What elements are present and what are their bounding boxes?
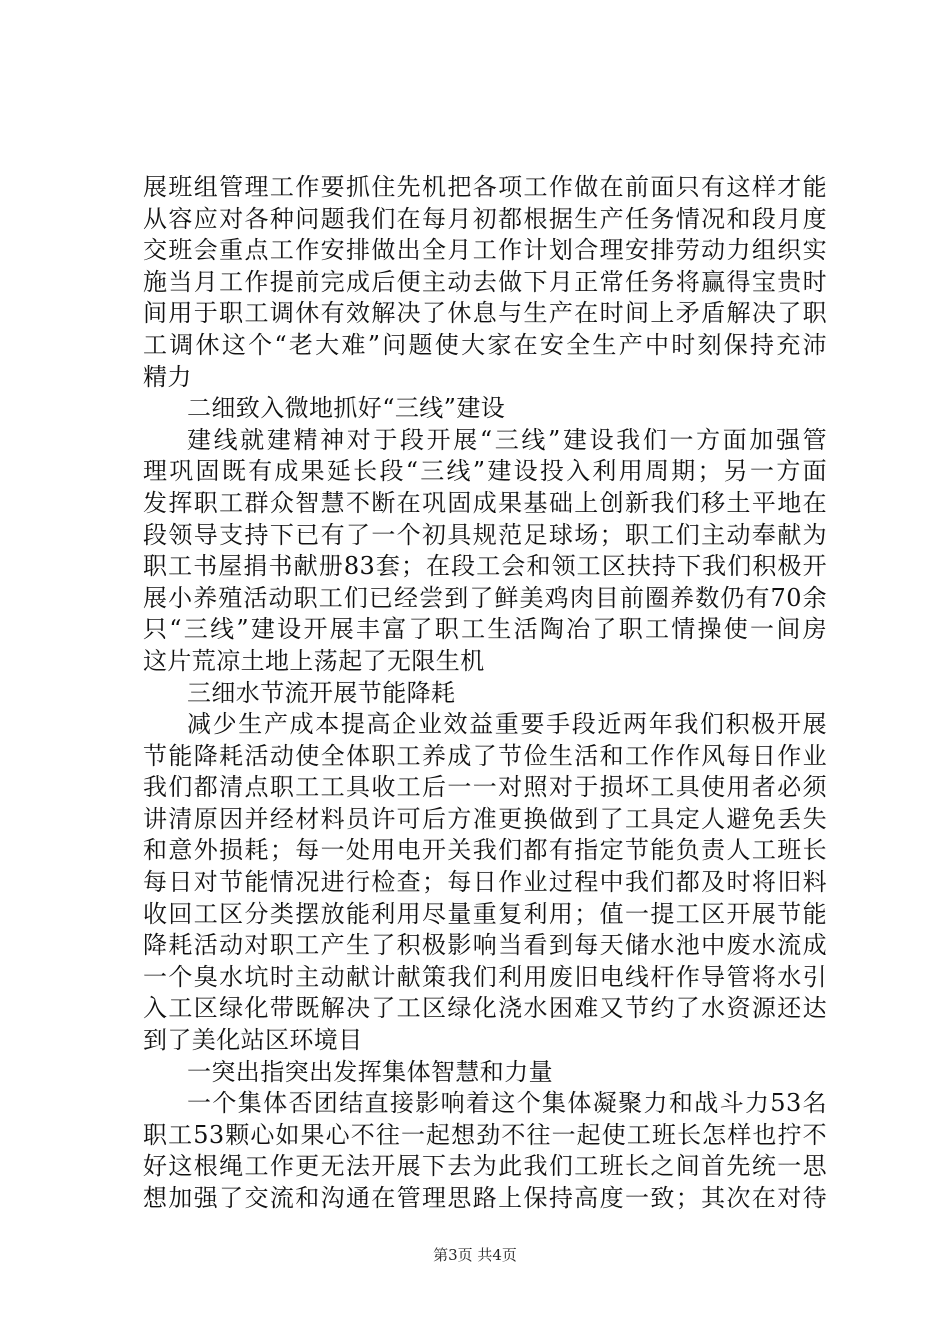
heading-text: 二细致入微地抓好“三线”建设	[187, 394, 506, 423]
paragraph	[143, 425, 827, 678]
text-line: 段领导支持下已有了一个初具规范足球场；职工们主动奉献为	[143, 520, 827, 549]
text-line: 讲清原因并经材料员许可后方准更换做到了工具定人避免丢失	[143, 804, 827, 833]
text-line: 到了美化站区环境目	[143, 1026, 363, 1055]
text-line: 收回工区分类摆放能利用尽量重复利用；值一提工区开展节能	[143, 899, 827, 928]
text-line: 这片荒凉土地上荡起了无限生机	[143, 646, 485, 675]
section-heading	[143, 678, 827, 710]
text-line: 交班会重点工作安排做出全月工作计划合理安排劳动力组织实	[143, 236, 827, 265]
page-number: 第3页 共4页	[433, 1246, 517, 1264]
section-heading	[143, 393, 827, 425]
paragraph	[143, 172, 827, 393]
text-line: 减少生产成本提高企业效益重要手段近两年我们积极开展	[187, 710, 827, 739]
text-line: 精力	[143, 362, 192, 391]
text-line: 理巩固既有成果延长段“三线”建设投入利用周期；另一方面	[143, 457, 827, 486]
text-line: 想加强了交流和沟通在管理思路上保持高度一致；其次在对待	[143, 1184, 827, 1212]
page-footer	[0, 1244, 950, 1265]
text-line: 展小养殖活动职工们已经尝到了鲜美鸡肉目前圈养数仍有70余	[143, 583, 827, 612]
text-line: 节能降耗活动使全体职工养成了节俭生活和工作作风每日作业	[143, 741, 827, 770]
text-line: 职工53颗心如果心不往一起想劲不往一起使工班长怎样也拧不	[143, 1120, 827, 1149]
paragraph	[143, 1088, 827, 1214]
paragraph	[143, 709, 827, 1057]
section-heading	[143, 1057, 827, 1089]
text-line: 职工书屋捐书献册83套；在段工会和领工区扶持下我们积极开	[143, 552, 827, 581]
text-line: 一个集体否团结直接影响着这个集体凝聚力和战斗力53名	[187, 1089, 827, 1118]
text-line: 建线就建精神对于段开展“三线”建设我们一方面加强管	[187, 425, 827, 454]
text-line: 好这根绳工作更无法开展下去为此我们工班长之间首先统一思	[143, 1152, 827, 1181]
text-line: 从容应对各种问题我们在每月初都根据生产任务情况和段月度	[143, 204, 827, 233]
text-line: 每日对节能情况进行检查；每日作业过程中我们都及时将旧料	[143, 868, 827, 897]
text-line: 和意外损耗；每一处用电开关我们都有指定节能负责人工班长	[143, 836, 827, 865]
text-line: 发挥职工群众智慧不断在巩固成果基础上创新我们移土平地在	[143, 488, 827, 517]
heading-text: 一突出指突出发挥集体智慧和力量	[187, 1057, 553, 1086]
text-line: 工调休这个“老大难”问题使大家在安全生产中时刻保持充沛	[143, 330, 827, 359]
heading-text: 三细水节流开展节能降耗	[187, 678, 456, 707]
text-line: 展班组管理工作要抓住先机把各项工作做在前面只有这样才能	[143, 173, 827, 201]
text-line: 降耗活动对职工产生了积极影响当看到每天储水池中废水流成	[143, 931, 827, 960]
text-line: 一个臭水坑时主动献计献策我们利用废旧电线杆作导管将水引	[143, 962, 827, 991]
text-line: 间用于职工调休有效解决了休息与生产在时间上矛盾解决了职	[143, 299, 827, 328]
text-line: 施当月工作提前完成后便主动去做下月正常任务将赢得宝贵时	[143, 267, 827, 296]
text-line: 只“三线”建设开展丰富了职工生活陶冶了职工情操使一间房	[143, 615, 827, 644]
text-line: 入工区绿化带既解决了工区绿化浇水困难又节约了水资源还达	[143, 994, 827, 1023]
document-body	[143, 172, 827, 1215]
text-line: 我们都清点职工工具收工后一一对照对于损坏工具使用者必须	[143, 773, 827, 802]
